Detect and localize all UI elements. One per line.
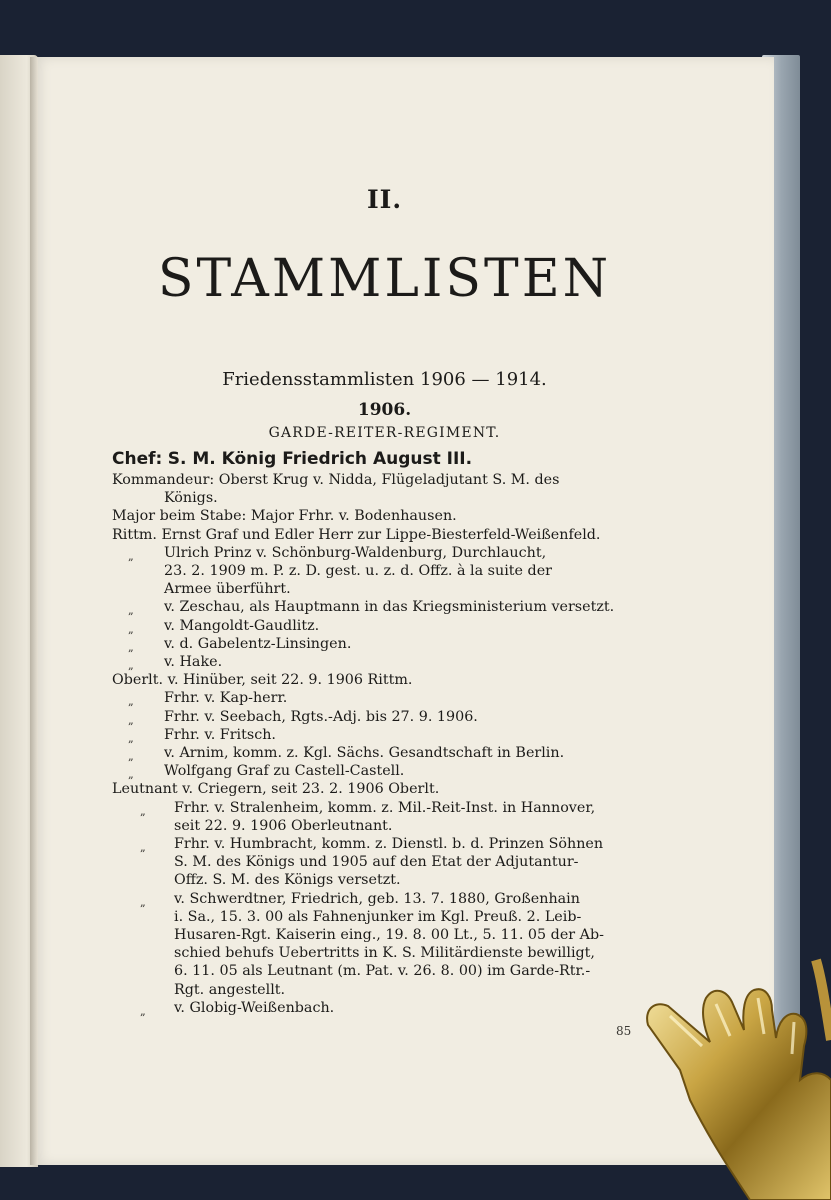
ditto-mark: „: [140, 804, 146, 818]
roster-line: [112, 653, 672, 671]
roster-line: [112, 835, 672, 853]
ditto-mark: „: [128, 640, 134, 654]
roster-line-text: Rittm. Ernst Graf und Edler Herr zur Lippe-Biesterfeld-Weißenfeld.: [112, 526, 601, 543]
page-gutter: [30, 57, 38, 1165]
roster-line: [112, 617, 672, 635]
chef-name: S. M. König Friedrich August III.: [167, 449, 473, 469]
roster-line-text: Leutnant v. Criegern, seit 23. 2. 1906 Oberlt.: [112, 781, 440, 798]
roster-line-text: 23. 2. 1909 m. P. z. D. gest. u. z. d. Offz. à la suite der: [164, 563, 552, 580]
roster-line-text: Königs.: [164, 490, 218, 507]
chapter-number: II.: [366, 185, 403, 214]
roster-line: [112, 708, 672, 726]
roster-line: [112, 489, 672, 507]
roster-line: [112, 817, 672, 835]
ditto-mark: „: [140, 895, 146, 909]
ditto-mark: „: [140, 1004, 146, 1018]
roster-line-text: v. Schwerdtner, Friedrich, geb. 13. 7. 1880, Großenhain: [174, 890, 580, 907]
roster-line-text: Frhr. v. Seebach, Rgts.-Adj. bis 27. 9. 1906.: [164, 708, 478, 725]
roster-line-text: Oberlt. v. Hinüber, seit 22. 9. 1906 Rittm.: [112, 672, 413, 689]
roster-line: [112, 580, 672, 598]
ditto-mark: „: [128, 768, 134, 782]
roster-line: [112, 598, 672, 616]
roster-line: [112, 799, 672, 817]
roster-line-text: Armee überführt.: [164, 581, 291, 598]
roster-line-text: Frhr. v. Humbracht, komm. z. Dienstl. b. d. Prinzen Söhnen: [174, 836, 604, 853]
roster-line: [112, 507, 672, 525]
roster-line-text: seit 22. 9. 1906 Oberleutnant.: [174, 817, 393, 834]
subtitle: Friedensstammlisten 1906 — 1914.: [222, 369, 547, 390]
roster-line-text: schied behufs Uebertritts in K. S. Militärdienste bewilligt,: [174, 945, 595, 962]
roster-list: [112, 471, 672, 1017]
roster-line: [112, 526, 672, 544]
roster-line: [112, 671, 672, 689]
ditto-mark: „: [128, 750, 134, 764]
roster-line-text: S. M. des Königs und 1905 auf den Etat der Adjutantur-: [174, 854, 579, 871]
roster-line: [112, 871, 672, 889]
roster-line-text: Rgt. angestellt.: [174, 981, 286, 998]
ditto-mark: „: [128, 604, 134, 618]
roster-line: [112, 780, 672, 798]
roster-line-text: i. Sa., 15. 3. 00 als Fahnenjunker im Kgl. Preuß. 2. Leib-: [174, 908, 582, 925]
roster-line-text: Husaren-Rgt. Kaiserin eing., 19. 8. 00 Lt., 5. 11. 05 der Ab-: [174, 927, 604, 944]
roster-line: [112, 726, 672, 744]
roster-line: [112, 471, 672, 489]
roster-line-text: Frhr. v. Kap-herr.: [164, 690, 288, 707]
roster-line-text: v. Mangoldt-Gaudlitz.: [164, 617, 320, 634]
roster-line-text: Major beim Stabe: Major Frhr. v. Bodenhausen.: [112, 508, 457, 525]
roster-line: [112, 999, 672, 1017]
roster-line-text: v. Zeschau, als Hauptmann in das Kriegsministerium versetzt.: [164, 599, 615, 616]
roster-line: [112, 981, 672, 999]
year-heading: 1906.: [357, 400, 412, 420]
roster-line: [112, 908, 672, 926]
ditto-mark: „: [128, 659, 134, 673]
page-number: 85: [616, 1024, 632, 1038]
roster-line-text: v. Arnim, komm. z. Kgl. Sächs. Gesandtschaft in Berlin.: [164, 745, 565, 762]
ditto-mark: „: [128, 695, 134, 709]
roster-line-text: v. Globig-Weißenbach.: [174, 999, 335, 1016]
ditto-mark: „: [128, 549, 134, 563]
ditto-mark: „: [128, 622, 134, 636]
regiment-heading: GARDE-REITER-REGIMENT.: [268, 425, 501, 441]
roster-line: [112, 853, 672, 871]
ditto-mark: „: [128, 731, 134, 745]
roster-line: [112, 562, 672, 580]
chef-label: Chef:: [112, 449, 163, 469]
roster-line: [112, 762, 672, 780]
roster-line-text: Frhr. v. Stralenheim, komm. z. Mil.-Reit-Inst. in Hannover,: [174, 799, 596, 816]
ditto-mark: „: [128, 713, 134, 727]
roster-line-text: 6. 11. 05 als Leutnant (m. Pat. v. 26. 8. 00) im Garde-Rtr.-: [174, 963, 591, 980]
roster-line: [112, 890, 672, 908]
roster-line-text: v. Hake.: [164, 654, 223, 671]
roster-line: [112, 926, 672, 944]
roster-line-text: Kommandeur: Oberst Krug v. Nidda, Flügeladjutant S. M. des: [112, 472, 560, 488]
page-title: STAMMLISTEN: [157, 249, 612, 309]
roster-line-text: Offz. S. M. des Königs versetzt.: [174, 872, 401, 889]
roster-line: [112, 962, 672, 980]
roster-line-text: Wolfgang Graf zu Castell-Castell.: [164, 763, 405, 780]
roster-line: [112, 635, 672, 653]
roster-line-text: Ulrich Prinz v. Schönburg-Waldenburg, Durchlaucht,: [164, 544, 547, 561]
roster-line: [112, 944, 672, 962]
ditto-mark: „: [140, 841, 146, 855]
roster-line: [112, 689, 672, 707]
roster-line: [112, 744, 672, 762]
chef-line: [112, 449, 472, 469]
roster-line-text: Frhr. v. Fritsch.: [164, 726, 276, 743]
brass-hand-bookmark-icon: [640, 950, 831, 1200]
roster-line-text: v. d. Gabelentz-Linsingen.: [164, 635, 352, 652]
roster-line: [112, 544, 672, 562]
